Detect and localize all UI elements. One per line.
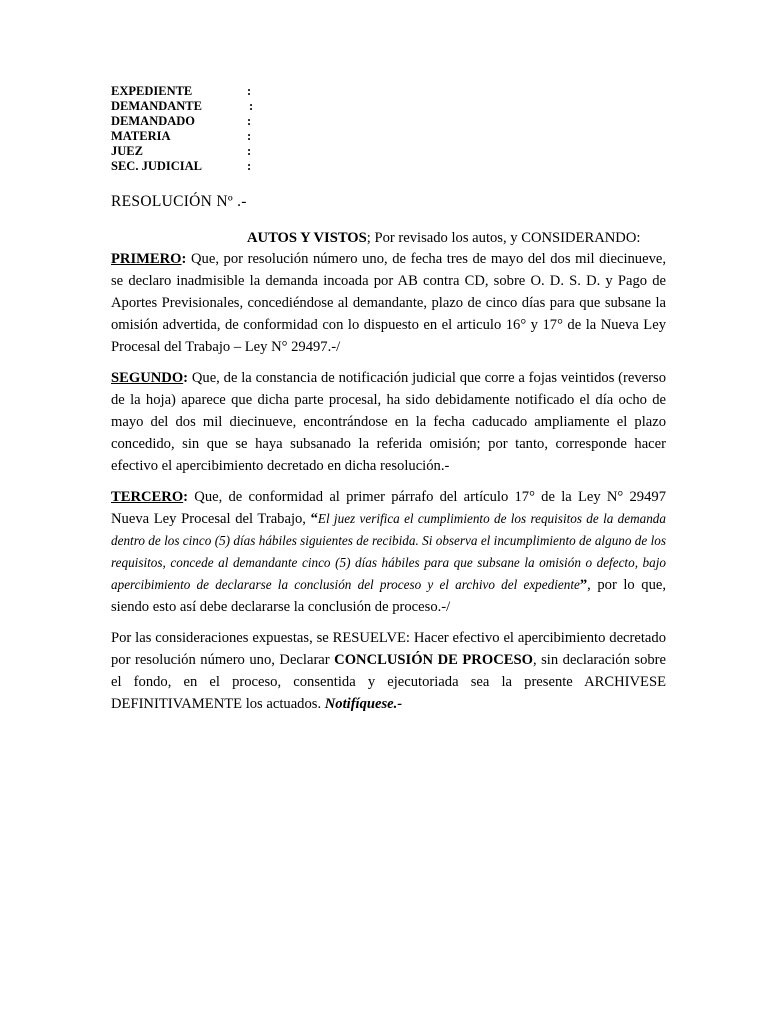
header-label: MATERIA xyxy=(111,129,171,143)
header-colon: : xyxy=(247,114,252,128)
paragraph-resuelve xyxy=(111,627,666,715)
paragraph-text: Que, de conformidad al primer párrafo del artículo 17° de la Ley N° 29497 Nueva Ley Procesal del Trabajo, xyxy=(111,489,666,527)
autos-bold: AUTOS Y VISTOS xyxy=(247,230,367,246)
autos-y-vistos xyxy=(111,228,666,248)
header-label: EXPEDIENTE xyxy=(111,84,193,98)
paragraph-lead-colon: : xyxy=(183,370,189,386)
header-row-materia xyxy=(111,129,666,144)
paragraph-lead-colon: : xyxy=(183,489,189,505)
resolution-body xyxy=(111,248,666,715)
paragraph-tercero xyxy=(111,486,666,618)
quoted-article: El juez verifica el cumplimiento de los requisitos de la demanda dentro de los cinco (5) días hábiles siguientes de recibida. Si observa el incumplimiento de alguno de los requisitos, concede al demandante cinco (5) días hábiles para que subsane la omisión o defecto, bajo apercibimiento de declararse la conclusión del proceso y el archivo del expediente xyxy=(111,511,666,592)
paragraph-text: , por lo que, siendo esto así debe declararse la conclusión de proceso.-/ xyxy=(111,577,666,615)
header-colon: : xyxy=(247,84,252,98)
header-row-juez xyxy=(111,144,666,159)
header-label: SEC. JUDICIAL xyxy=(111,159,202,173)
paragraph-text: Por las consideraciones expuestas, se RESUELVE: Hacer efectivo el apercibimiento decretado por resolución número uno, Declarar xyxy=(111,630,666,668)
resolution-title: RESOLUCIÓN Nº .- xyxy=(111,193,247,210)
paragraph-lead: PRIMERO xyxy=(111,251,182,267)
paragraph-lead: TERCERO xyxy=(111,489,184,505)
conclusion-bold: CONCLUSIÓN DE PROCESO xyxy=(334,652,533,668)
paragraph-segundo xyxy=(111,367,666,477)
case-header xyxy=(111,84,666,174)
paragraph-lead-colon: : xyxy=(181,251,187,267)
document-page xyxy=(111,84,666,715)
header-row-demandante xyxy=(111,99,666,114)
header-colon: : xyxy=(247,159,252,173)
paragraph-text: Que, por resolución número uno, de fecha tres de mayo del dos mil diecinueve, se declaro inadmisible la demanda incoada por AB contra CD, sobre O. D. S. D. y Pago de Aportes Previsionales, concediéndose al demandante, plazo de cinco días para que subsane la omisión advertida, de conformidad con lo dispuesto en el articulo 16° y 17° de la Nueva Ley Procesal del Trabajo – Ley N° 29497.-/ xyxy=(111,251,666,355)
paragraph-text: Que, de la constancia de notificación judicial que corre a fojas veintidos (reverso de la hoja) aparece que dicha parte procesal, ha sido debidamente notificado el día ocho de mayo del dos mil diecinueve, encontrándose en la fecha caducado ampliamente el plazo concedido, sin que se haya subsanado la referida omisión; por tanto, corresponde hacer efectivo el apercibimiento decretado en dicha resolución.- xyxy=(111,370,666,474)
quote-open-mark: “ xyxy=(310,511,318,527)
header-label: DEMANDADO xyxy=(111,114,196,128)
header-colon: : xyxy=(247,129,252,143)
paragraph-lead: SEGUNDO xyxy=(111,370,184,386)
header-label: JUEZ xyxy=(111,144,143,158)
notifiquese: Notifíquese.- xyxy=(324,696,403,712)
header-colon: : xyxy=(249,99,254,113)
header-row-demandado xyxy=(111,114,666,129)
header-colon: : xyxy=(247,144,252,158)
quote-close-mark: ” xyxy=(579,577,588,593)
header-row-sec-judicial xyxy=(111,159,666,174)
paragraph-primero xyxy=(111,248,666,358)
header-label: DEMANDANTE xyxy=(111,99,202,113)
paragraph-text: , sin declaración sobre el fondo, en el proceso, consentida y ejecutoriada sea la presente ARCHIVESE DEFINITIVAMENTE los actuados. xyxy=(111,652,667,712)
autos-rest: ; Por revisado los autos, y CONSIDERANDO: xyxy=(366,230,641,246)
header-row-expediente xyxy=(111,84,666,99)
